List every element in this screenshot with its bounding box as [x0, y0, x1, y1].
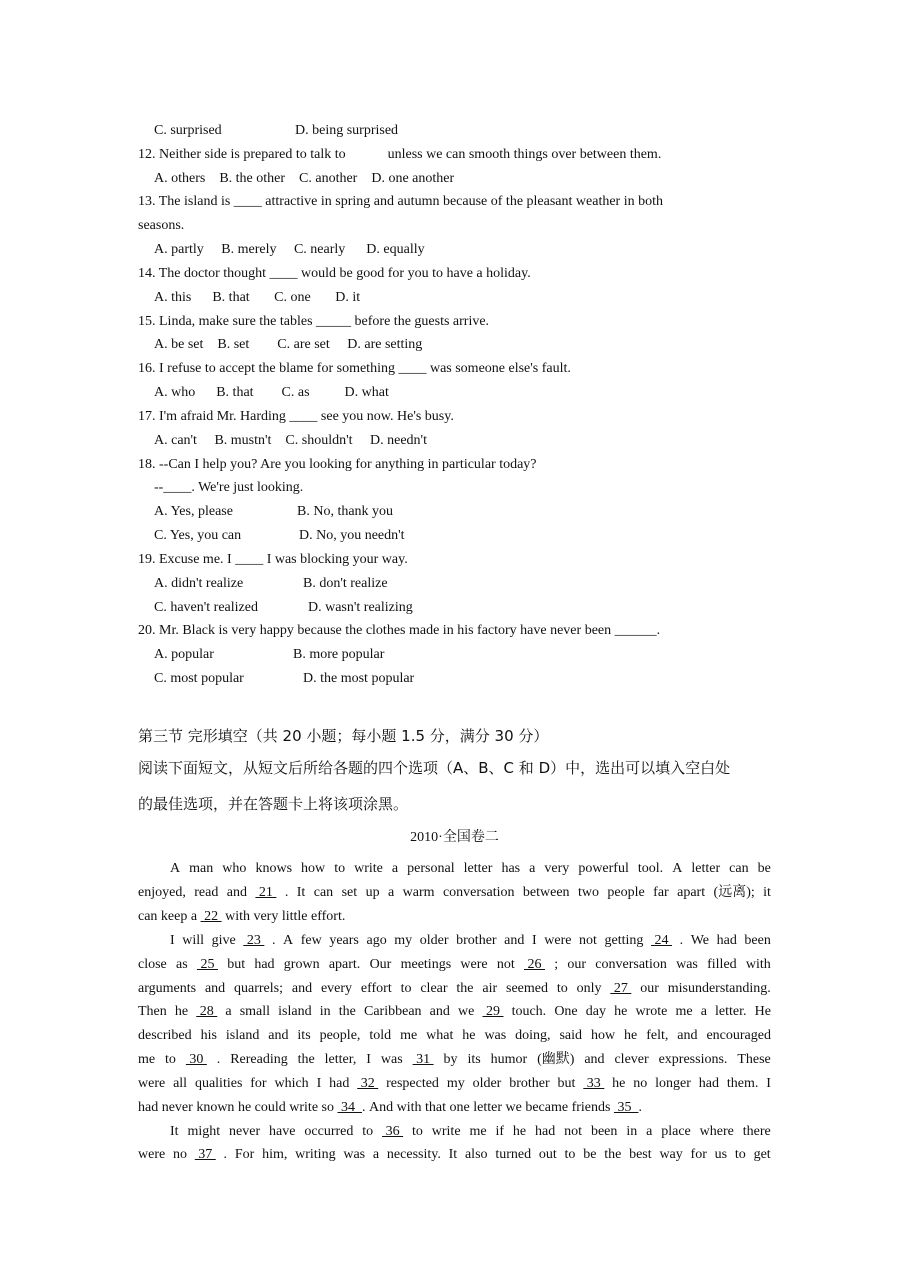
passage-word: were	[460, 957, 488, 972]
q13-options: A. partly B. merely C. nearly D. equally	[154, 242, 425, 257]
q20-stem: 20. Mr. Black is very happy because the clothes made in his factory have never been ______.	[138, 623, 661, 638]
passage-line	[138, 956, 771, 974]
passage-word: where	[699, 1124, 734, 1139]
passage-word: but	[557, 1076, 576, 1091]
passage-line	[138, 1003, 771, 1021]
passage-word: to	[411, 1124, 423, 1139]
blank-36: 36	[382, 1124, 404, 1139]
passage-word: to	[556, 981, 568, 996]
passage-word: years	[329, 933, 359, 948]
passage-word: meetings	[400, 957, 452, 972]
passage-word: qualities	[194, 1076, 243, 1091]
passage-word: might	[187, 1124, 221, 1139]
passage-word: been	[590, 1124, 618, 1139]
passage-word: island	[278, 1004, 312, 1019]
passage-word: had	[138, 1100, 162, 1115]
passage-word: told	[369, 1028, 392, 1043]
passage-word: read	[194, 885, 219, 900]
passage-word: there	[742, 1124, 771, 1139]
passage-word: apart.	[328, 957, 361, 972]
passage-line	[138, 1051, 771, 1069]
q13-stem-continued: seasons.	[138, 218, 185, 233]
passage-word: set	[341, 885, 358, 900]
passage-word: if	[495, 1124, 505, 1139]
passage-word: and	[677, 1028, 698, 1043]
blank-28: 28	[196, 1004, 218, 1019]
blank-22: 22	[200, 909, 222, 924]
passage-word: air	[482, 981, 498, 996]
passage-word: .	[271, 933, 276, 948]
passage-word: It	[170, 1124, 179, 1139]
passage-word: clear	[420, 981, 448, 996]
passage-word: letter	[691, 861, 721, 876]
passage-word: its	[467, 1052, 481, 1067]
passage-word: he	[237, 1100, 255, 1115]
passage-word: A	[170, 861, 181, 876]
passage-word: his	[200, 1028, 217, 1043]
q13-stem: 13. The island is ____ attractive in spring and autumn because of the pleasant weather in both	[138, 194, 663, 209]
passage-word: writing	[295, 1147, 336, 1162]
passage-line	[138, 1099, 771, 1117]
passage-word: the	[338, 1004, 356, 1019]
passage-word: one	[449, 1100, 474, 1115]
passage-word: I	[531, 933, 537, 948]
passage-word: what	[426, 1028, 454, 1043]
passage-word: for	[690, 1147, 707, 1162]
passage-word: had	[254, 957, 275, 972]
passage-word: could	[254, 1100, 290, 1115]
passage-word: Our	[369, 957, 392, 972]
passage-line	[138, 884, 771, 902]
passage-word: misunderstanding.	[667, 981, 771, 996]
passage-word: he	[512, 1124, 527, 1139]
blank-32: 32	[357, 1076, 379, 1091]
passage-word: small	[239, 1004, 271, 1019]
passage-word: not	[564, 1124, 583, 1139]
passage-word: way	[659, 1147, 683, 1162]
passage-word: touch.	[511, 1004, 547, 1019]
q18-option-a: A. Yes, please	[154, 504, 233, 519]
passage-word: a	[391, 861, 399, 876]
passage-word: how	[590, 1028, 616, 1043]
passage-word: give	[211, 933, 236, 948]
passage-word: tool.	[637, 861, 664, 876]
passage-word: have	[269, 1124, 296, 1139]
passage-source: 2010·全国卷二	[410, 830, 499, 845]
passage-word: ago	[366, 933, 387, 948]
q19-option-d: D. wasn't realizing	[308, 600, 413, 615]
q14-options: A. this B. that C. one D. it	[154, 290, 361, 305]
passage-word: never	[229, 1124, 261, 1139]
passage-word: became	[525, 1100, 572, 1115]
passage-word: get	[753, 1147, 771, 1162]
passage-word: few	[300, 933, 322, 948]
passage-line	[170, 932, 771, 950]
passage-word: who	[222, 861, 247, 876]
passage-word: A	[672, 861, 683, 876]
passage-word: will	[182, 933, 205, 948]
passage-word: had	[329, 1076, 350, 1091]
passage-word: And	[368, 1100, 397, 1115]
blank-37: 37	[194, 1147, 216, 1162]
passage-word: wrote	[635, 1004, 668, 1019]
q18-option-d: D. No, you needn't	[299, 528, 405, 543]
passage-word: brother	[509, 1076, 550, 1091]
passage-word: A	[283, 933, 294, 948]
q15-stem: 15. Linda, make sure the tables _____ before the guests arrive.	[138, 314, 490, 329]
passage-text: with very little effort.	[221, 909, 346, 924]
passage-word: best	[629, 1147, 652, 1162]
passage-word: but	[227, 957, 246, 972]
q19-option-a: A. didn't realize	[154, 576, 244, 591]
blank-26: 26	[523, 957, 545, 972]
blank-35: 35	[613, 1100, 639, 1115]
q20-option-d: D. the most popular	[303, 671, 415, 686]
passage-word: day	[585, 1004, 606, 1019]
passage-word: has	[501, 861, 521, 876]
passage-word: letter,	[324, 1052, 357, 1067]
passage-word: that	[425, 1100, 450, 1115]
passage-word: grown	[283, 957, 320, 972]
q17-stem: 17. I'm afraid Mr. Harding ____ see you now. He's busy.	[138, 409, 454, 424]
passage-word: seemed	[506, 981, 548, 996]
passage-line	[138, 908, 771, 926]
q16-stem: 16. I refuse to accept the blame for something ____ was someone else's fault.	[138, 361, 571, 376]
passage-word: I	[316, 1076, 322, 1091]
passage-word: place	[661, 1124, 691, 1139]
passage-word: our	[567, 957, 587, 972]
passage-word: necessity.	[386, 1147, 441, 1162]
passage-word: and	[291, 981, 313, 996]
passage-word: ;	[554, 957, 559, 972]
passage-word: no	[172, 1147, 187, 1162]
passage-word: warm	[402, 885, 435, 900]
q12-options: A. others B. the other C. another D. one another	[154, 171, 455, 186]
passage-word: powerful	[578, 861, 629, 876]
passage-word: us	[714, 1147, 728, 1162]
passage-word: humor	[490, 1052, 528, 1067]
passage-word: We	[690, 933, 710, 948]
q18-stem: 18. --Can I help you? Are you looking for anything in particular today?	[138, 457, 537, 472]
q16-options: A. who B. that C. as D. what	[154, 385, 389, 400]
passage-word: my	[394, 933, 413, 948]
q20-option-a: A. popular	[154, 647, 214, 662]
section-instruction-line2: 的最佳选项，并在答题卡上将该项涂黑。	[138, 795, 409, 813]
passage-word: between	[522, 885, 570, 900]
passage-word: filled	[707, 957, 737, 972]
passage-word: a	[225, 1004, 232, 1019]
section-instruction-line1: 阅读下面短文，从短文后所给各题的四个选项（A、B、C 和 D）中，选出可以填入空白处	[138, 759, 731, 777]
passage-word: and	[268, 1028, 289, 1043]
passage-word: also	[464, 1147, 488, 1162]
passage-word: arguments	[138, 981, 197, 996]
passage-word: conversation	[442, 885, 515, 900]
passage-word: (幽默)	[537, 1052, 575, 1067]
passage-word: had	[716, 933, 737, 948]
passage-word: island	[225, 1028, 260, 1043]
passage-word: he	[624, 1028, 638, 1043]
passage-word: only	[576, 981, 602, 996]
passage-word: knows	[255, 861, 293, 876]
passage-word: had	[698, 1076, 719, 1091]
passage-word: effort	[360, 981, 392, 996]
passage-word: he	[614, 1004, 628, 1019]
passage-word: up	[365, 885, 380, 900]
passage-word: letter	[473, 1100, 506, 1115]
passage-word: conversation	[595, 957, 667, 972]
passage-word: and	[584, 1052, 605, 1067]
passage-word: to	[334, 861, 346, 876]
passage-word: It	[296, 885, 306, 900]
passage-word: been	[744, 933, 771, 948]
passage-word: so	[321, 1100, 338, 1115]
passage-word: the	[604, 1147, 622, 1162]
passage-word: my	[446, 1076, 465, 1091]
q11-option-c: C. surprised	[154, 123, 222, 138]
passage-word: he	[174, 1004, 189, 1019]
passage-word: getting	[604, 933, 644, 948]
passage-word: every	[320, 981, 353, 996]
passage-word: Then	[138, 1004, 167, 1019]
passage-word: it	[763, 885, 771, 900]
passage-word: me	[675, 1004, 693, 1019]
blank-30: 30	[185, 1052, 207, 1067]
passage-word: .	[284, 885, 289, 900]
passage-word: not	[496, 957, 515, 972]
passage-word: was	[343, 1147, 366, 1162]
passage-word: be	[583, 1147, 597, 1162]
passage-word: .	[223, 1147, 228, 1162]
passage-word: I	[766, 1076, 771, 1091]
q18-option-c: C. Yes, you can	[154, 528, 242, 543]
passage-word: longer	[655, 1076, 691, 1091]
passage-word: with	[745, 957, 771, 972]
q17-options: A. can't B. mustn't C. shouldn't D. needn't	[154, 433, 427, 448]
passage-word: can	[313, 885, 334, 900]
q11-option-d: D. being surprised	[295, 123, 399, 138]
passage-word: out	[538, 1147, 557, 1162]
passage-word: known	[196, 1100, 238, 1115]
passage-word: described	[138, 1028, 192, 1043]
blank-29: 29	[482, 1004, 504, 1019]
section-heading: 第三节 完形填空（共 20 小题；每小题 1.5 分，满分 30 分）	[138, 727, 549, 745]
passage-word: never	[161, 1100, 197, 1115]
passage-word: write	[354, 861, 383, 876]
passage-word: and	[226, 885, 247, 900]
passage-word: in	[626, 1124, 638, 1139]
passage-word: two	[577, 885, 599, 900]
passage-word: a	[372, 1147, 380, 1162]
passage-word: .	[679, 933, 684, 948]
passage-word: Caribbean	[364, 1004, 422, 1019]
passage-line	[170, 1123, 771, 1141]
passage-word: its	[297, 1028, 311, 1043]
passage-line	[138, 980, 771, 998]
passage-word: respected	[386, 1076, 439, 1091]
q15-options: A. be set B. set C. are set D. are setting	[154, 337, 423, 352]
passage-word: the	[456, 981, 474, 996]
q19-option-b: B. don't realize	[303, 576, 388, 591]
passage-word: all	[173, 1076, 188, 1091]
passage-word: and	[204, 981, 226, 996]
passage-word: I	[170, 933, 175, 948]
passage-text: can keep a	[138, 909, 201, 924]
passage-word: him,	[262, 1147, 288, 1162]
passage-word: our	[640, 981, 659, 996]
passage-word: which	[274, 1076, 309, 1091]
passage-word: he	[612, 1076, 626, 1091]
passage-word: I	[366, 1052, 371, 1067]
passage-word: brother	[456, 933, 497, 948]
passage-word: For	[234, 1147, 255, 1162]
passage-line	[138, 1146, 771, 1164]
passage-word: write	[431, 1124, 461, 1139]
passage-word: very	[544, 861, 570, 876]
blank-34: 34	[337, 1100, 362, 1115]
blank-27: 27	[610, 981, 632, 996]
passage-word: close	[138, 957, 167, 972]
passage-word: .	[361, 1100, 369, 1115]
passage-word: One	[554, 1004, 578, 1019]
q19-option-c: C. haven't realized	[154, 600, 258, 615]
blank-25: 25	[196, 957, 218, 972]
passage-word: people	[607, 885, 645, 900]
passage-word: far	[653, 885, 669, 900]
passage-word: write	[289, 1100, 322, 1115]
passage-word: Rereading	[230, 1052, 288, 1067]
passage-line	[138, 1027, 771, 1045]
passage-word: and	[429, 1004, 450, 1019]
passage-word: not	[579, 933, 597, 948]
passage-word: the	[297, 1052, 315, 1067]
passage-word: and	[504, 933, 525, 948]
passage-word: be	[757, 861, 771, 876]
blank-23: 23	[243, 933, 265, 948]
passage-word: by	[443, 1052, 458, 1067]
passage-word: personal	[407, 861, 455, 876]
passage-word: me	[469, 1124, 487, 1139]
q18-stem-reply: --____. We're just looking.	[154, 480, 304, 495]
passage-word: in	[319, 1004, 331, 1019]
passage-word: people,	[319, 1028, 361, 1043]
passage-word: were	[138, 1076, 166, 1091]
passage-word: turned	[495, 1147, 532, 1162]
passage-word: had	[535, 1124, 556, 1139]
passage-word: apart	[677, 885, 706, 900]
passage-word: me	[138, 1052, 156, 1067]
passage-word: to	[165, 1052, 176, 1067]
passage-word: how	[301, 861, 326, 876]
passage-word: older	[419, 933, 449, 948]
passage-word: to	[362, 1124, 374, 1139]
q12-stem: 12. Neither side is prepared to talk to unless we can smooth things over between them.	[138, 147, 662, 162]
blank-33: 33	[583, 1076, 605, 1091]
passage-word: can	[729, 861, 749, 876]
passage-word: were	[544, 933, 572, 948]
passage-word: was	[380, 1052, 403, 1067]
passage-word: (远离);	[713, 885, 755, 900]
q18-option-b: B. No, thank you	[297, 504, 394, 519]
passage-word: encouraged	[706, 1028, 771, 1043]
passage-word: friends	[571, 1100, 614, 1115]
passage-word: we	[458, 1004, 475, 1019]
passage-word: occurred	[304, 1124, 354, 1139]
passage-word: a	[700, 1004, 707, 1019]
passage-word: felt,	[646, 1028, 669, 1043]
passage-word: no	[633, 1076, 648, 1091]
passage-word: man	[189, 861, 214, 876]
q19-stem: 19. Excuse me. I ____ I was blocking your way.	[138, 552, 408, 567]
passage-word: as	[176, 957, 188, 972]
passage-word: to	[400, 981, 412, 996]
passage-word: a	[529, 861, 536, 876]
passage-word: a	[388, 885, 395, 900]
passage-word: quarrels;	[234, 981, 283, 996]
passage-word: a	[646, 1124, 653, 1139]
q20-option-b: B. more popular	[293, 647, 385, 662]
passage-word: with	[396, 1100, 425, 1115]
passage-word: we	[505, 1100, 526, 1115]
passage-word: clever	[614, 1052, 649, 1067]
passage-word: was	[676, 957, 698, 972]
passage-word: It	[448, 1147, 458, 1162]
passage-word: older	[472, 1076, 502, 1091]
passage-word: doing,	[515, 1028, 551, 1043]
passage-word: enjoyed,	[138, 885, 186, 900]
passage-word: for	[250, 1076, 267, 1091]
passage-line	[170, 860, 771, 878]
passage-word: me	[400, 1028, 418, 1043]
passage-word: letter	[463, 861, 493, 876]
passage-word: was	[484, 1028, 507, 1043]
q20-option-c: C. most popular	[154, 671, 244, 686]
passage-word: letter.	[715, 1004, 747, 1019]
passage-word: to	[734, 1147, 746, 1162]
passage-word: them.	[726, 1076, 759, 1091]
passage-word: he	[462, 1028, 476, 1043]
passage-word: .	[638, 1100, 646, 1115]
passage-word: expressions.	[658, 1052, 728, 1067]
passage-line	[138, 1075, 771, 1093]
passage-word: were	[138, 1147, 166, 1162]
passage-word: He	[754, 1004, 771, 1019]
passage-word: These	[737, 1052, 771, 1067]
blank-21: 21	[255, 885, 277, 900]
blank-31: 31	[412, 1052, 434, 1067]
passage-word: to	[564, 1147, 576, 1162]
q14-stem: 14. The doctor thought ____ would be good for you to have a holiday.	[138, 266, 531, 281]
passage-word: .	[216, 1052, 221, 1067]
blank-24: 24	[651, 933, 673, 948]
passage-word: said	[559, 1028, 583, 1043]
